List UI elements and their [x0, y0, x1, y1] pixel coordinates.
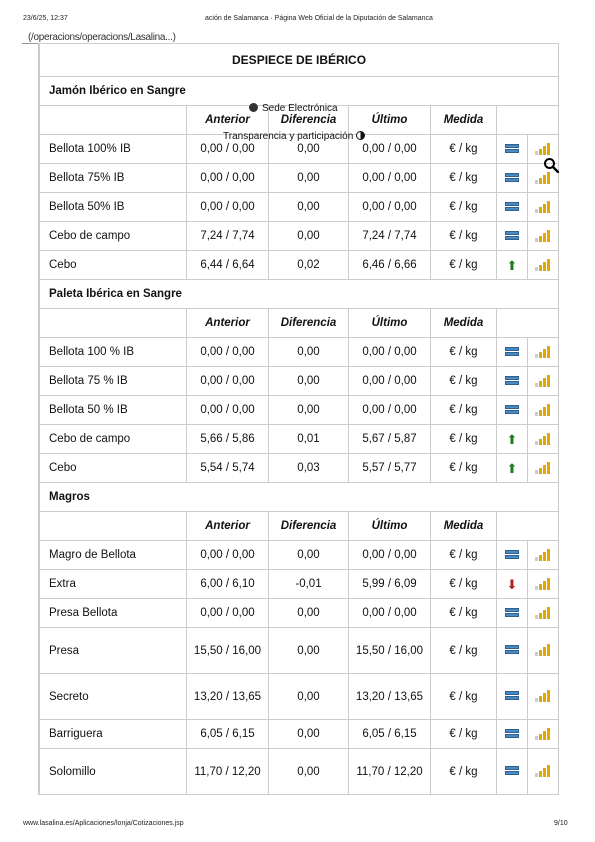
server-icon: [505, 202, 519, 212]
price-anterior: 0,00 / 0,00: [187, 396, 269, 425]
unit-measure: € / kg: [431, 164, 497, 193]
table-body: [40, 44, 559, 795]
price-ultimo: 5,57 / 5,77: [349, 454, 431, 483]
page-number: 9/10: [554, 820, 568, 827]
product-name: Bellota 100 % IB: [40, 338, 187, 367]
server-icon: [505, 405, 519, 415]
unit-measure: € / kg: [431, 541, 497, 570]
trend-cell: [497, 367, 528, 396]
unit-measure: € / kg: [431, 135, 497, 164]
bar-chart-icon[interactable]: [535, 172, 551, 184]
trend-cell: [497, 541, 528, 570]
header-blank: [40, 512, 187, 541]
price-diferencia: 0,00: [269, 396, 349, 425]
price-diferencia: 0,00: [269, 338, 349, 367]
bar-chart-icon[interactable]: [535, 230, 551, 242]
price-anterior: 5,66 / 5,86: [187, 425, 269, 454]
chart-cell[interactable]: [528, 599, 559, 628]
price-diferencia: 0,01: [269, 425, 349, 454]
price-ultimo: 0,00 / 0,00: [349, 135, 431, 164]
price-anterior: 5,54 / 5,74: [187, 454, 269, 483]
unit-measure: € / kg: [431, 251, 497, 280]
contrast-icon[interactable]: [356, 131, 365, 140]
header-blank: [40, 309, 187, 338]
despiece-table: [39, 43, 559, 795]
bar-chart-icon[interactable]: [535, 728, 551, 740]
header-ultimo: Último: [349, 309, 431, 338]
product-name: Cebo: [40, 251, 187, 280]
unit-measure: € / kg: [431, 338, 497, 367]
header-diferencia: Diferencia: [269, 309, 349, 338]
trend-cell: [497, 338, 528, 367]
price-diferencia: 0,00: [269, 628, 349, 674]
price-diferencia: 0,03: [269, 454, 349, 483]
price-diferencia: 0,00: [269, 135, 349, 164]
price-diferencia: 0,00: [269, 222, 349, 251]
table-row: [40, 193, 559, 222]
product-name: Bellota 75 % IB: [40, 367, 187, 396]
print-date: 23/6/25, 12:37: [23, 15, 68, 22]
table-row: [40, 749, 559, 795]
product-name: Barriguera: [40, 720, 187, 749]
section-title: Paleta Ibérica en Sangre: [40, 280, 559, 309]
chart-cell[interactable]: [528, 338, 559, 367]
bar-chart-icon[interactable]: [535, 578, 551, 590]
bar-chart-icon[interactable]: [535, 346, 551, 358]
header-icons-blank: [497, 106, 559, 135]
unit-measure: € / kg: [431, 454, 497, 483]
chart-cell[interactable]: [528, 674, 559, 720]
price-anterior: 0,00 / 0,00: [187, 367, 269, 396]
transparencia-link[interactable]: [223, 131, 365, 142]
site-link[interactable]: (/operacions/operacions/Lasalina...): [28, 32, 176, 43]
sede-electronica-link[interactable]: [249, 103, 338, 114]
price-ultimo: 15,50 / 16,00: [349, 628, 431, 674]
header-icons-blank: [497, 512, 559, 541]
product-name: Presa: [40, 628, 187, 674]
table-row: [40, 454, 559, 483]
header-blank: [40, 106, 187, 135]
server-icon: [505, 173, 519, 183]
server-icon: [505, 144, 519, 154]
bar-chart-icon[interactable]: [535, 143, 551, 155]
footer-url: www.lasalina.es/Aplicaciones/lonja/Cotizaciones.jsp: [23, 820, 184, 827]
section-row: [40, 280, 559, 309]
header-ultimo: Último: [349, 106, 431, 135]
product-name: Bellota 50 % IB: [40, 396, 187, 425]
search-icon[interactable]: [543, 157, 559, 173]
price-anterior: 0,00 / 0,00: [187, 338, 269, 367]
arrow-up-icon: ⬆: [506, 431, 518, 447]
table-row: [40, 251, 559, 280]
chart-cell[interactable]: [528, 628, 559, 674]
product-name: Cebo de campo: [40, 222, 187, 251]
price-anterior: 0,00 / 0,00: [187, 541, 269, 570]
column-header-row: [40, 309, 559, 338]
arrow-up-icon: ⬆: [506, 460, 518, 476]
bar-chart-icon[interactable]: [535, 375, 551, 387]
bar-chart-icon[interactable]: [535, 259, 551, 271]
unit-measure: € / kg: [431, 628, 497, 674]
product-name: Secreto: [40, 674, 187, 720]
unit-measure: € / kg: [431, 749, 497, 795]
price-diferencia: 0,00: [269, 541, 349, 570]
arrow-up-icon: ⬆: [506, 257, 518, 273]
bar-chart-icon[interactable]: [535, 765, 551, 777]
header-medida: Medida: [431, 106, 497, 135]
chart-cell[interactable]: [528, 749, 559, 795]
price-anterior: 0,00 / 0,00: [187, 599, 269, 628]
table-row: [40, 396, 559, 425]
header-ultimo: Último: [349, 512, 431, 541]
product-name: Cebo: [40, 454, 187, 483]
price-anterior: 15,50 / 16,00: [187, 628, 269, 674]
header-anterior: Anterior: [187, 309, 269, 338]
quotes-frame: [38, 43, 559, 795]
chart-cell[interactable]: [528, 193, 559, 222]
table-row: [40, 164, 559, 193]
price-ultimo: 6,46 / 6,66: [349, 251, 431, 280]
product-name: Presa Bellota: [40, 599, 187, 628]
header-diferencia: Diferencia: [269, 512, 349, 541]
trend-cell: [497, 135, 528, 164]
price-anterior: 13,20 / 13,65: [187, 674, 269, 720]
price-ultimo: 5,99 / 6,09: [349, 570, 431, 599]
header-diferencia: Diferencia: [269, 106, 349, 135]
table-row: [40, 628, 559, 674]
table-row: [40, 425, 559, 454]
price-ultimo: 0,00 / 0,00: [349, 367, 431, 396]
chart-cell[interactable]: [528, 367, 559, 396]
product-name: Bellota 50% IB: [40, 193, 187, 222]
section-title: Jamón Ibérico en Sangre: [40, 77, 559, 106]
arrow-down-icon: ⬇: [506, 576, 518, 592]
unit-measure: € / kg: [431, 367, 497, 396]
price-ultimo: 0,00 / 0,00: [349, 396, 431, 425]
trend-cell: [497, 222, 528, 251]
product-name: Bellota 100% IB: [40, 135, 187, 164]
bar-chart-icon[interactable]: [535, 690, 551, 702]
price-diferencia: 0,00: [269, 164, 349, 193]
sede-label: Sede Electrónica: [262, 103, 338, 114]
server-icon: [505, 729, 519, 739]
price-anterior: 11,70 / 12,20: [187, 749, 269, 795]
bar-chart-icon[interactable]: [535, 644, 551, 656]
column-header-row: [40, 512, 559, 541]
section-row: [40, 483, 559, 512]
table-row: [40, 367, 559, 396]
header-anterior: Anterior: [187, 106, 269, 135]
trend-cell: [497, 251, 528, 280]
price-anterior: 6,44 / 6,64: [187, 251, 269, 280]
price-diferencia: 0,00: [269, 599, 349, 628]
trend-cell: [497, 628, 528, 674]
trend-cell: [497, 720, 528, 749]
chart-cell[interactable]: [528, 251, 559, 280]
price-ultimo: 0,00 / 0,00: [349, 193, 431, 222]
unit-measure: € / kg: [431, 193, 497, 222]
trend-cell: [497, 396, 528, 425]
table-row: [40, 541, 559, 570]
price-ultimo: 0,00 / 0,00: [349, 599, 431, 628]
price-ultimo: 13,20 / 13,65: [349, 674, 431, 720]
price-ultimo: 0,00 / 0,00: [349, 338, 431, 367]
price-diferencia: 0,00: [269, 674, 349, 720]
section-row: [40, 77, 559, 106]
unit-measure: € / kg: [431, 570, 497, 599]
price-anterior: 0,00 / 0,00: [187, 164, 269, 193]
price-diferencia: -0,01: [269, 570, 349, 599]
header-medida: Medida: [431, 512, 497, 541]
server-icon: [505, 608, 519, 618]
trend-cell: [497, 599, 528, 628]
chart-cell[interactable]: [528, 720, 559, 749]
price-anterior: 6,00 / 6,10: [187, 570, 269, 599]
globe-icon: [249, 103, 258, 112]
server-icon: [505, 347, 519, 357]
bar-chart-icon[interactable]: [535, 404, 551, 416]
bar-chart-icon[interactable]: [535, 433, 551, 445]
price-diferencia: 0,02: [269, 251, 349, 280]
transparencia-label: Transparencia y participación: [223, 131, 354, 142]
title-row: [40, 44, 559, 77]
server-icon: [505, 691, 519, 701]
unit-measure: € / kg: [431, 396, 497, 425]
product-name: Cebo de campo: [40, 425, 187, 454]
bar-chart-icon[interactable]: [535, 201, 551, 213]
price-ultimo: 0,00 / 0,00: [349, 541, 431, 570]
section-title: Magros: [40, 483, 559, 512]
price-ultimo: 7,24 / 7,74: [349, 222, 431, 251]
price-anterior: 7,24 / 7,74: [187, 222, 269, 251]
bar-chart-icon[interactable]: [535, 549, 551, 561]
table-row: [40, 599, 559, 628]
trend-cell: [497, 193, 528, 222]
product-name: Extra: [40, 570, 187, 599]
price-diferencia: 0,00: [269, 193, 349, 222]
bar-chart-icon[interactable]: [535, 462, 551, 474]
unit-measure: € / kg: [431, 599, 497, 628]
trend-cell: [497, 674, 528, 720]
header-icons-blank: [497, 309, 559, 338]
price-diferencia: 0,00: [269, 720, 349, 749]
price-ultimo: 5,67 / 5,87: [349, 425, 431, 454]
chart-cell[interactable]: [528, 570, 559, 599]
table-row: [40, 570, 559, 599]
price-diferencia: 0,00: [269, 367, 349, 396]
table-row: [40, 338, 559, 367]
trend-cell: [497, 454, 528, 483]
trend-cell: [497, 570, 528, 599]
bar-chart-icon[interactable]: [535, 607, 551, 619]
product-name: Solomillo: [40, 749, 187, 795]
header-medida: Medida: [431, 309, 497, 338]
trend-cell: [497, 164, 528, 193]
product-name: Magro de Bellota: [40, 541, 187, 570]
server-icon: [505, 645, 519, 655]
unit-measure: € / kg: [431, 425, 497, 454]
price-anterior: 0,00 / 0,00: [187, 193, 269, 222]
table-row: [40, 222, 559, 251]
chart-cell[interactable]: [528, 425, 559, 454]
unit-measure: € / kg: [431, 720, 497, 749]
print-title: ación de Salamanca · Página Web Oficial de la Diputación de Salamanca: [205, 15, 433, 22]
trend-cell: [497, 425, 528, 454]
table-row: [40, 720, 559, 749]
table-row: [40, 674, 559, 720]
chart-cell[interactable]: [528, 396, 559, 425]
chart-cell[interactable]: [528, 541, 559, 570]
server-icon: [505, 550, 519, 560]
table-title: DESPIECE DE IBÉRICO: [40, 44, 559, 77]
server-icon: [505, 231, 519, 241]
server-icon: [505, 376, 519, 386]
server-icon: [505, 766, 519, 776]
price-anterior: 0,00 / 0,00: [187, 135, 269, 164]
chart-cell[interactable]: [528, 222, 559, 251]
header-anterior: Anterior: [187, 512, 269, 541]
price-ultimo: 0,00 / 0,00: [349, 164, 431, 193]
unit-measure: € / kg: [431, 674, 497, 720]
chart-cell[interactable]: [528, 454, 559, 483]
price-anterior: 6,05 / 6,15: [187, 720, 269, 749]
price-ultimo: 6,05 / 6,15: [349, 720, 431, 749]
price-ultimo: 11,70 / 12,20: [349, 749, 431, 795]
price-diferencia: 0,00: [269, 749, 349, 795]
unit-measure: € / kg: [431, 222, 497, 251]
product-name: Bellota 75% IB: [40, 164, 187, 193]
trend-cell: [497, 749, 528, 795]
